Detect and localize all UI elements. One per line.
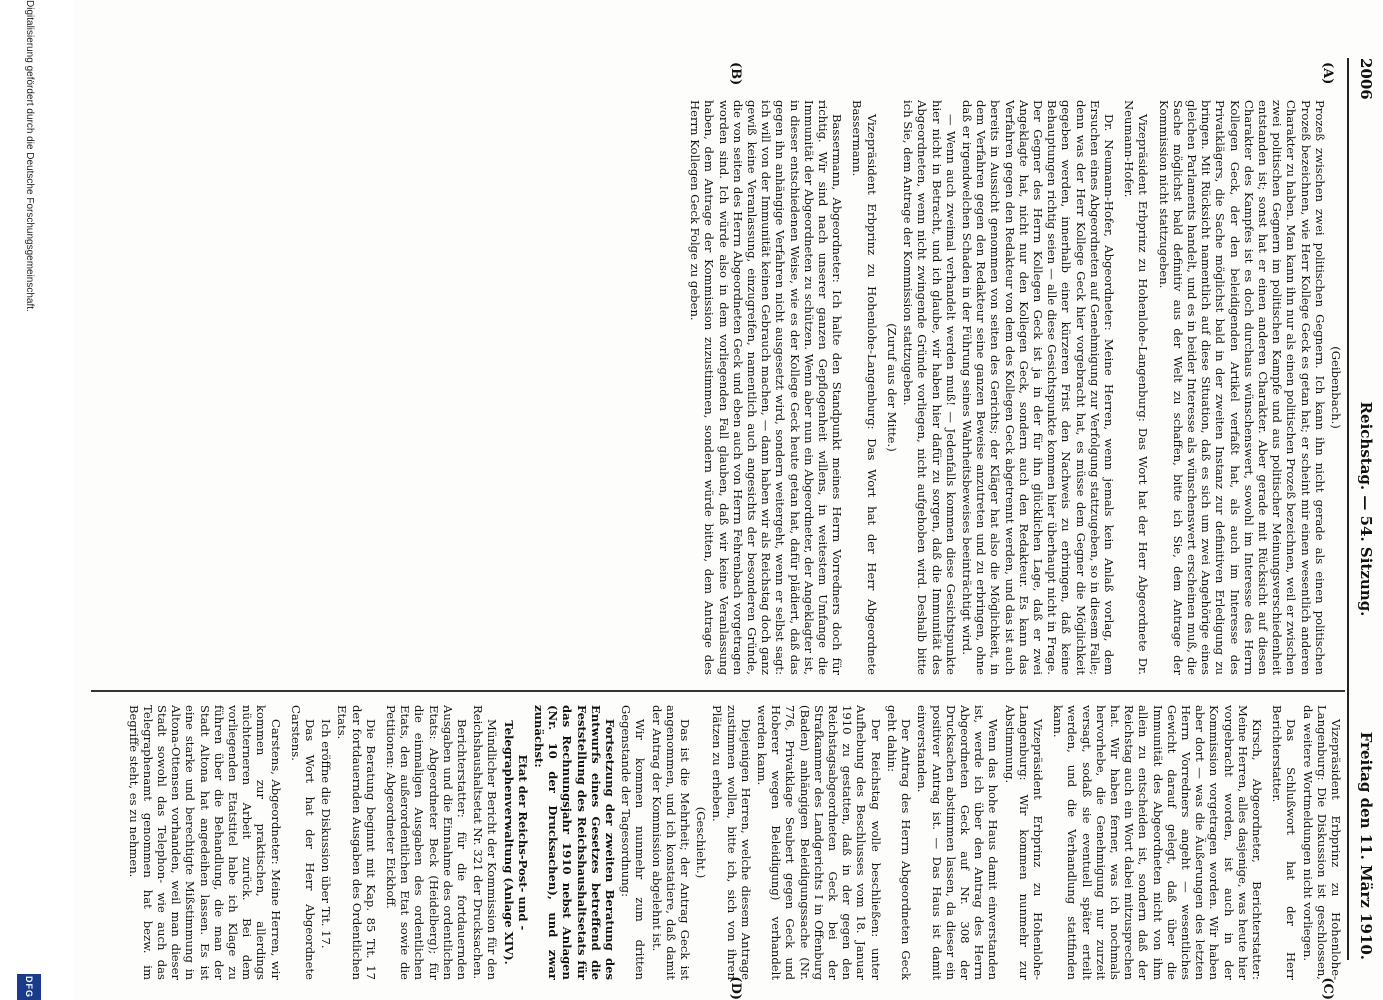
newspaper-page [73, 0, 1383, 1000]
paragraph: Wenn das hohe Haus damit einverstanden ist, werde ich über den Antrag des Herrn Abgeordneten Geck auf Nr. 308 der Drucksachen abstimmen lassen, da dieser ein positiver Antrag ist. — Das Haus ist damit einverstanden. [915, 705, 1001, 980]
page-title: Reichstag. — 54. Sitzung. [1357, 401, 1375, 617]
paragraph: Vizepräsident Erbprinz zu Hohenlohe-Langenburg: Die Diskussion ist geschlossen, da weitere Wortmeldungen nicht vorliegen. [1300, 705, 1343, 980]
speaker-tag: (Geibenbach.) [1329, 346, 1343, 429]
header-rule [1347, 58, 1349, 960]
paragraph: Vizepräsident Erbprinz zu Hohenlohe-Langenburg: Das Wort hat der Herr Abgeordnete Bassermann. [850, 100, 879, 675]
column-rule [91, 690, 1345, 692]
paragraph: Der Antrag des Herrn Abgeordneten Geck geht dahin: [884, 705, 914, 980]
paragraph: Prozeß zwischen zwei politischen Gegnern. Ich kann ihn nicht gerade als einen politischen Prozeß bezeichnen, wie Herr Kollege Geck es getan hat; er scheint mir einen wesentlich anderen Charakter zu haben. Man kann ihn nur als einen politischen Prozeß bezeichnen, weil er zwischen zwei politischen Gegnern im politischen Kampfe und aus politischer Meinungsverschiedenheit entstanden ist; sonst hat er einen anderen Charakter. Aber gerade mit Rücksicht auf diesen Charakter des Kampfes ist es doch durchaus wünschenswert, sowohl im Interesse des Herrn Kollegen Geck, der den beleidigenden Artikel verfaßt hat, als auch im Interesse des Privatklägers, die Sache möglichst bald in der zweiten Instanz zur definitiven Erledigung zu bringen. Mit Rücksicht namentlich auf diese Situation, daß es sich um zwei Angehörige eines gleichen Parlaments handelt, und es in beider Interesse als wünschenswert erscheinen muß, die Sache möglichst bald definitiv aus der Welt zu schaffen, bitte ich Sie, dem Antrage der Kommission nicht stattzugeben. [1156, 100, 1327, 675]
paragraph: Das Wort hat der Herr Abgeordnete Carstens. [288, 705, 317, 980]
motion-text: Der Reichstag wolle beschließen: unter Aufhebung des Beschlusses vom 18. Januar 1910 zu gestatten, daß in der gegen den Reichstagsabgeordneten Geck bei der Strafkammer des Landgerichts I in Offenburg (Baden) anhängigen Beleidigungssache (Nr. 776, Privatklage Seubert gegen Geck und Hoberer wegen Beleidigung) verhandelt werden kann. [755, 705, 883, 980]
margin-marker-b: (B) [728, 62, 743, 86]
footer [13, 0, 43, 1000]
paragraph: Mündlicher Bericht der Kommission für den Reichshaushaltsetat Nr. 321 der Drucksachen. [471, 705, 500, 980]
paragraph: Diejenigen Herren, welche diesem Antrage zustimmen wollen, bitte ich, sich von ihren Plätzen zu erheben. [710, 705, 753, 980]
paragraph: Das Schlußwort hat der Herr Berichterstatter. [1270, 705, 1299, 980]
rapporteurs: Berichterstatter: für die fortdauernden Ausgaben und die Einnahme des ordentlichen Etats: Abgeordneter Beck (Heidelberg); für die einmaligen Ausgaben des ordentlichen Etats, den außerordentlichen Etat sowie die Petitionen: Abgeordneter Eickhoff. [384, 705, 470, 980]
interjection: (Geschieht.) [694, 806, 709, 879]
agenda-subitem: Etat der Reichs-Post- und -Telegraphenverwaltung (Anlage XIV). [501, 720, 530, 965]
paragraph: Dr. Neumann-Hofer, Abgeordneter: Meine Herren, wenn jemals kein Anlaß vorlag, dem Ersuchen eines Abgeordneten auf Genehmigung zur Verfolgung stattzugeben, so in diesem Falle; denn was der Herr Kollege Geck hier vorgebracht hat, es müsse dem Gegner die Möglichkeit gegeben werden, innerhalb einer kürzeren Frist den Nachweis zu erbringen, daß keine Behauptungen richtig seien — alle diese Gesichtspunkte kommen hier überhaupt nicht in Frage. Der Gegner des Herrn Kollegen Geck ist ja in der für ihn glücklichen Lage, daß er zwei Angeklagte hat, nicht nur den Kollegen Geck, sondern auch den Redakteur. Es kann das Verfahren gegen den Redakteur von dem des Kollegen Geck abgetrennt werden, und das ist auch bereits in Aussicht genommen von seiten des Gerichts; der Kläger hat also die Möglichkeit, in dem Verfahren gegen den Redakteur seine ganzen Beweise anzutreten und zu erbringen, ohne daß er irgendwelchen Schaden in der Führung seines Wahrheitsbeweises beeinträchtigt wird. [959, 100, 1116, 675]
paragraph: Das ist die Mehrheit; der Antrag Geck ist angenommen, und ich konstatiere, daß damit der Antrag der Kommission abgelehnt ist. [649, 705, 693, 980]
paragraph: Ich eröffne die Diskussion über Tit. 17. [319, 719, 334, 949]
page-number: 2006 [1357, 58, 1375, 100]
paragraph: Carstens, Abgeordneter: Meine Herren, wir kommen zur praktischen, allerdings nüchterneren Arbeit zurück. Bei dem vorliegenden Etatstitel habe ich Klage zu führen über die Behandlung, die man der Stadt Altona hat angedeihen lassen. Es ist eine starke und berechtigte Mißstimmung in Altona-Ottensen vorhanden, weil man dieser Stadt sowohl das Telephon- wie auch das Telegraphenamt genommen hat bezw. im Begriffe steht, es zu nehmen. [126, 705, 283, 980]
paragraph: Die Beratung beginnt mit Kap. 85 Tit. 17 der fortdauernden Ausgaben des Ordentlichen Etats. [335, 705, 378, 980]
page-date: Freitag den 11. März 1910. [1357, 731, 1375, 960]
paragraph: Kirsch, Abgeordneter, Berichterstatter: Meine Herren, alles dasjenige, was heute hier vorgebracht worden, ist auch in der Kommission vorgetragen worden. Wir haben aber dort — was die Äußerungen des letzten Herrn Vorredners angeht — wesentliches Gewicht darauf gelegt, daß über die Immunität des Abgeordneten nicht von ihm allein zu entscheiden ist, sondern daß der Reichstag auch ein Wort dabei mitzusprechen hat. Wir haben ferner, was ich nochmals hervorhebe, die Genehmigung nur zurzeit versagt, sodaß sie eventuell später erteilt werden, und die Verhandlung stattfinden kann. [1051, 705, 1264, 980]
paragraph: — Wenn auch zweimal verhandelt werden muß! — Jedenfalls kommen diese Gesichtspunkte hier nicht in Betracht, und ich glaube, wir haben hier dafür zu sorgen, daß die Immunität des Abgeordneten, wenn nicht zwingende Gründe vorliegen, nicht aufgehoben wird. Deshalb bitte ich Sie, dem Antrage der Kommission stattzugeben. [901, 100, 958, 675]
paragraph: Vizepräsident Erbprinz zu Hohenlohe-Langenburg: Wir kommen nunmehr zur Abstimmung. [1002, 705, 1045, 980]
interjection: (Zuruf aus der Mitte.) [884, 323, 899, 452]
agenda-item: Fortsetzung der zweiten Beratung des Entwurfs eines Gesetzes betreffend die Feststellung des Reichshaushaltsetats für das Rechnungsjahr 1910 nebst Anlagen (Nr. 10 der Drucksachen), und zwar zunächst: [532, 705, 618, 980]
margin-marker-d: (D) [728, 976, 743, 1000]
paragraph: Vizepräsident Erbprinz zu Hohenlohe-Langenburg: Das Wort hat der Herr Abgeordnete Dr. Neumann-Hofer. [1122, 100, 1151, 675]
left-column [89, 100, 1343, 675]
margin-marker-a: (A) [1320, 62, 1335, 85]
right-column [89, 705, 1343, 980]
footer-credit: Digitalisierung gefördert durch die Deutsche Forschungsgemeinschaft. [24, 0, 35, 312]
paragraph: Bassermann, Abgeordneter: Ich halte den Standpunkt meines Herrn Vorredners doch für richtig. Wir sind nach unserer ganzen Gepflogenheit willens, in weitestem Umfange die Immunität der Abgeordneten zu schützen. Wenn aber nun ein Abgeordneter, der Angeklagter ist, in dieser entschiedenen Weise, wie es der Kollege Geck heute getan hat, dafür plädiert, daß das gegen ihn anhängige Verfahren nicht ausgesetzt wird, sondern weitergeht, wenn er selbst sagt: ich will von der Immunität keinen Gebrauch machen, — dann haben wir als Reichstag doch ganz gewiß keine Veranlassung, einzugreifen, namentlich auch angesichts der besonderen Gründe, die von seiten des Herrn Abgeordneten Geck und eben auch von Herrn Fehrenbach vorgetragen worden sind. Ich würde also in dem vorliegenden Fall glauben, daß wir keine Veranlassung haben, dem Antrage der Kommission zuzustimmen, sondern würde bitten, dem Antrage des Herrn Kollegen Geck Folge zu geben. [688, 100, 845, 675]
paragraph: Wir kommen nunmehr zum dritten Gegenstande der Tagesordnung: [619, 705, 648, 980]
page-header [1351, 58, 1375, 960]
dfg-logo: DFG [17, 974, 41, 1000]
margin-marker-c: (C) [1320, 977, 1335, 1000]
